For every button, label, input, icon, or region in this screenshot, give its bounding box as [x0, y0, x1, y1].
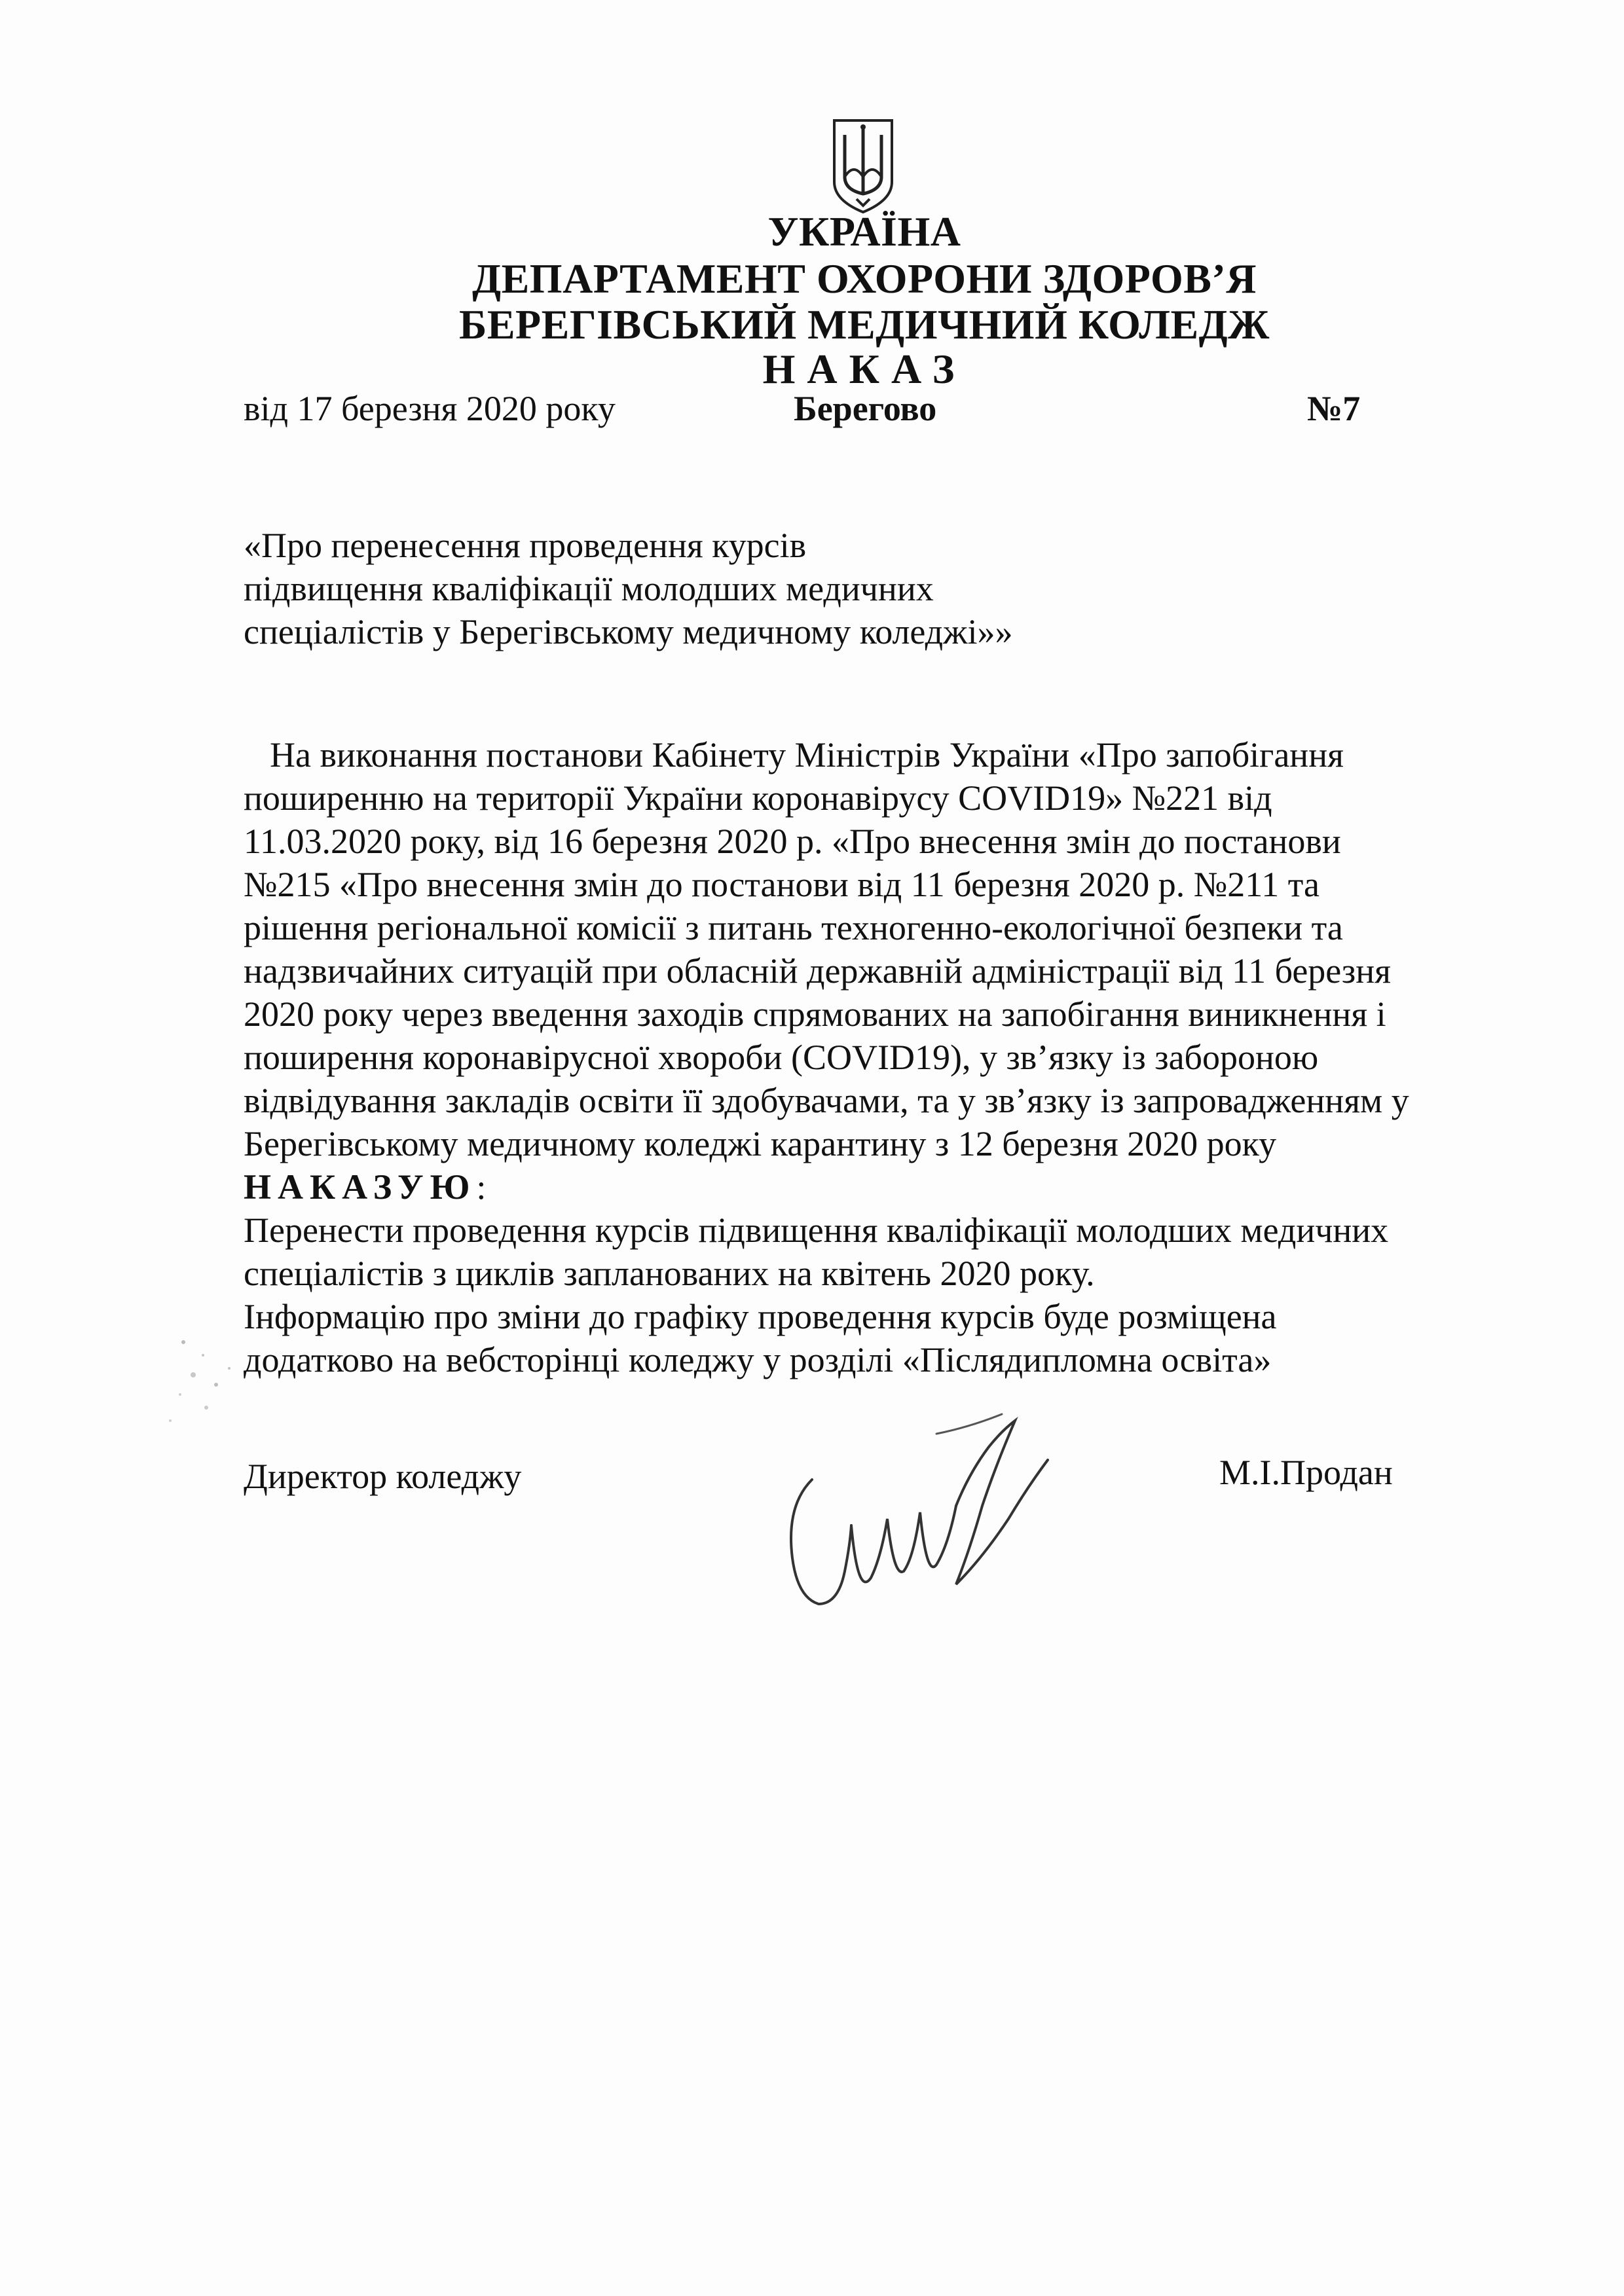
- subject-line: «Про перенесення проведення курсів: [244, 526, 807, 565]
- order-word: НАКАЗУЮ: [244, 1167, 477, 1207]
- preamble-line: 2020 року через введення заходів спрямованих на запобігання виникнення і: [244, 994, 1386, 1034]
- preamble-line: поширенню на території України коронавірусу COVID19» №221 від: [244, 778, 1272, 818]
- scan-speck-marks-icon: [157, 1322, 288, 1440]
- signatory-title: Директор коледжу: [244, 1457, 522, 1496]
- subject-line: підвищення кваліфікації молодших медичних: [244, 569, 934, 608]
- preamble-line: рішення регіональної комісії з питань техногенно-екологічної безпеки та: [244, 908, 1343, 947]
- signatory-name: М.І.Продан: [1219, 1453, 1393, 1492]
- preamble-line: надзвичайних ситуацій при обласній державній адміністрації від 11 березня: [244, 951, 1391, 991]
- trident-emblem-icon: [830, 117, 896, 215]
- preamble-line: На виконання постанови Кабінету Міністрів України «Про запобігання: [270, 735, 1344, 774]
- directive-line: додатково на вебсторінці коледжу у розділі «Післядипломна освіта»: [244, 1340, 1272, 1379]
- subject-line: спеціалістів у Берегівському медичному коледжі»»: [244, 612, 1013, 651]
- header-department: ДЕПАРТАМЕНТ ОХОРОНИ ЗДОРОВ’Я: [472, 255, 1257, 302]
- order-body: [244, 733, 1475, 1381]
- order-heading: [244, 1165, 1475, 1209]
- preamble-line: Берегівському медичному коледжі карантину з 12 березня 2020 року: [244, 1124, 1277, 1163]
- directive-line: спеціалістів з циклів запланованих на квітень 2020 року.: [244, 1254, 1095, 1293]
- directive-line: Перенести проведення курсів підвищення кваліфікації молодших медичних: [244, 1211, 1389, 1250]
- preamble-line: 11.03.2020 року, від 16 березня 2020 р. «Про внесення змін до постанови: [244, 822, 1341, 861]
- order-number: №7: [1307, 389, 1361, 428]
- header-country: УКРАЇНА: [767, 208, 961, 255]
- order-city: Берегово: [794, 389, 937, 428]
- order-subject: [244, 524, 1012, 653]
- order-colon: :: [476, 1167, 487, 1207]
- header-institution: БЕРЕГІВСЬКИЙ МЕДИЧНИЙ КОЛЕДЖ: [459, 301, 1270, 348]
- preamble-line: №215 «Про внесення змін до постанови від 11 березня 2020 р. №211 та: [244, 865, 1320, 904]
- header-doc-type: НАКАЗ: [762, 346, 967, 392]
- preamble-line: поширення коронавірусної хвороби (COVID19), у зв’язку із забороною: [244, 1038, 1319, 1077]
- handwritten-signature-icon: [773, 1408, 1080, 1643]
- order-date: від 17 березня 2020 року: [244, 389, 616, 428]
- directive-line: Інформацію про зміни до графіку проведення курсів буде розміщена: [244, 1297, 1277, 1336]
- preamble-line: відвідування закладів освіти її здобувачами, та у зв’язку із запровадженням у: [244, 1081, 1409, 1120]
